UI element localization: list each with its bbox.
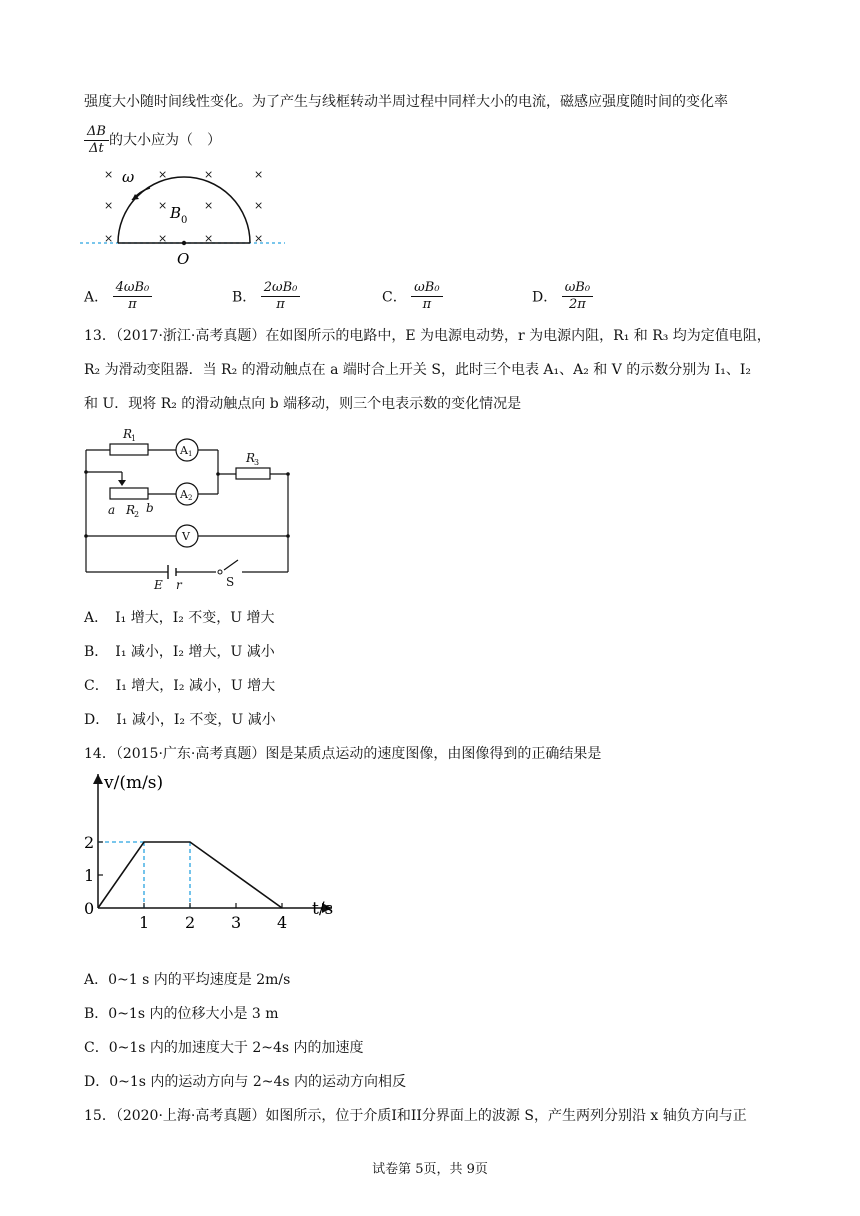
q13-stem-line-1: 13．（2017·浙江·高考真题）在如图所示的电路中，E 为电源电动势，r 为电源内阻，R₁ 和 R₃ 均为定值电阻， (84, 328, 771, 344)
q14-option-c[interactable]: C．0~1s 内的加速度大于 2~4s 内的加速度 (84, 1040, 364, 1056)
svg-text:×: × (204, 168, 214, 181)
pivot-point (182, 241, 186, 245)
rheostat-r2 (110, 488, 148, 499)
q12-stem-line: 强度大小随时间线性变化。为了产生与线框转动半周过程中同样大小的电流，磁感应强度随时间的变化率 (84, 94, 728, 110)
svg-text:×: × (204, 232, 214, 245)
q13-option-a[interactable]: A． I₁ 增大，I₂ 不变，U 增大 (84, 610, 275, 626)
b0-subscript: 0 (181, 215, 188, 226)
rate-fraction: $\frac{\Delta B}{\Delta t}$ (84, 124, 109, 157)
y-tick-label: 2 (84, 833, 95, 852)
slider-arrow (118, 480, 126, 486)
resistor-r3 (236, 468, 270, 479)
q12-option-b[interactable]: B． $\frac{\text{2ωB₀}}{\pi}$ (232, 280, 300, 313)
r2-label: R (126, 503, 136, 517)
q13-stem-line-3: 和 U．现将 R₂ 的滑动触点向 b 端移动，则三个电表示数的变化情况是 (84, 396, 522, 412)
r3-label: R (246, 451, 256, 465)
x-tick-label: 2 (185, 913, 196, 928)
v-label: V (182, 530, 190, 543)
switch-label: S (226, 575, 235, 589)
q13-option-d[interactable]: D． I₁ 减小，I₂ 不变，U 减小 (84, 712, 276, 728)
svg-text:×: × (158, 168, 168, 181)
a2-label: A (180, 488, 188, 501)
svg-text:×: × (104, 199, 114, 212)
svg-text:1: 1 (188, 450, 193, 458)
internal-resistance-label: r (176, 578, 182, 592)
x-tick-label: 4 (277, 913, 288, 928)
x-tick-label: 1 (139, 913, 150, 928)
svg-text:×: × (104, 168, 114, 181)
q14-option-b[interactable]: B．0~1s 内的位移大小是 3 m (84, 1006, 279, 1022)
x-axis-label: t/s (312, 899, 334, 919)
q15-stem: 15．（2020·上海·高考真题）如图所示，位于介质I和II分界面上的波源 S，产生两列分别沿 x 轴负方向与正 (84, 1108, 747, 1124)
y-axis-label: v/(m/s) (104, 773, 164, 793)
y-tick-label: 1 (84, 866, 95, 885)
page-footer: 试卷第 5页，共 9页 (372, 1162, 488, 1177)
b-terminal-label: b (146, 501, 154, 515)
svg-text:×: × (158, 199, 168, 212)
svg-text:×: × (158, 232, 168, 245)
q12-stem-line-2: $\frac{\Delta B}{\Delta t}$ 的大小应为（ ） (84, 124, 221, 157)
emf-label: E (154, 578, 163, 592)
q14-option-a[interactable]: A．0~1 s 内的平均速度是 2m/s (84, 972, 291, 988)
y-axis-arrow (93, 774, 103, 784)
y-tick-label: 0 (84, 899, 95, 918)
r1-label: R (123, 427, 133, 441)
semicircle-loop-figure (80, 160, 290, 270)
svg-text:×: × (254, 168, 264, 181)
svg-text:3: 3 (254, 458, 260, 467)
q12-option-d[interactable]: D． $\frac{\text{ωB₀}}{2\pi}$ (532, 280, 593, 313)
q14-option-d[interactable]: D．0~1s 内的运动方向与 2~4s 内的运动方向相反 (84, 1074, 407, 1090)
a1-label: A (180, 444, 188, 457)
q13-option-b[interactable]: B． I₁ 减小，I₂ 增大，U 减小 (84, 644, 275, 660)
circuit-diagram (80, 422, 300, 592)
origin-label: O (177, 250, 190, 268)
resistor-r1 (110, 444, 148, 455)
omega-label: ω (122, 168, 135, 186)
svg-text:2: 2 (134, 510, 140, 519)
a-terminal-label: a (108, 503, 116, 517)
svg-text:×: × (204, 199, 214, 212)
velocity-time-chart (80, 768, 350, 928)
q13-option-c[interactable]: C． I₁ 增大，I₂ 减小，U 增大 (84, 678, 276, 694)
q14-stem: 14．（2015·广东·高考真题）图是某质点运动的速度图像，由图像得到的正确结果是 (84, 746, 602, 762)
semicircle-loop (118, 177, 250, 243)
q12-option-a[interactable]: A． $\frac{\text{4ωB₀}}{\pi}$ (84, 280, 152, 313)
b0-label: B (170, 204, 182, 222)
q13-stem-line-2: R₂ 为滑动变阻器．当 R₂ 的滑动触点在 a 端时合上开关 S，此时三个电表 A₁、A₂ 和 V 的示数分别为 I₁、I₂ (84, 362, 752, 378)
svg-text:2: 2 (188, 494, 193, 502)
svg-text:1: 1 (131, 434, 137, 443)
svg-text:×: × (254, 232, 264, 245)
x-tick-label: 3 (231, 913, 242, 928)
q12-option-c[interactable]: C． $\frac{\text{ωB₀}}{\pi}$ (382, 280, 443, 313)
svg-text:×: × (254, 199, 264, 212)
switch-contact (218, 570, 222, 574)
svg-text:×: × (104, 232, 114, 245)
